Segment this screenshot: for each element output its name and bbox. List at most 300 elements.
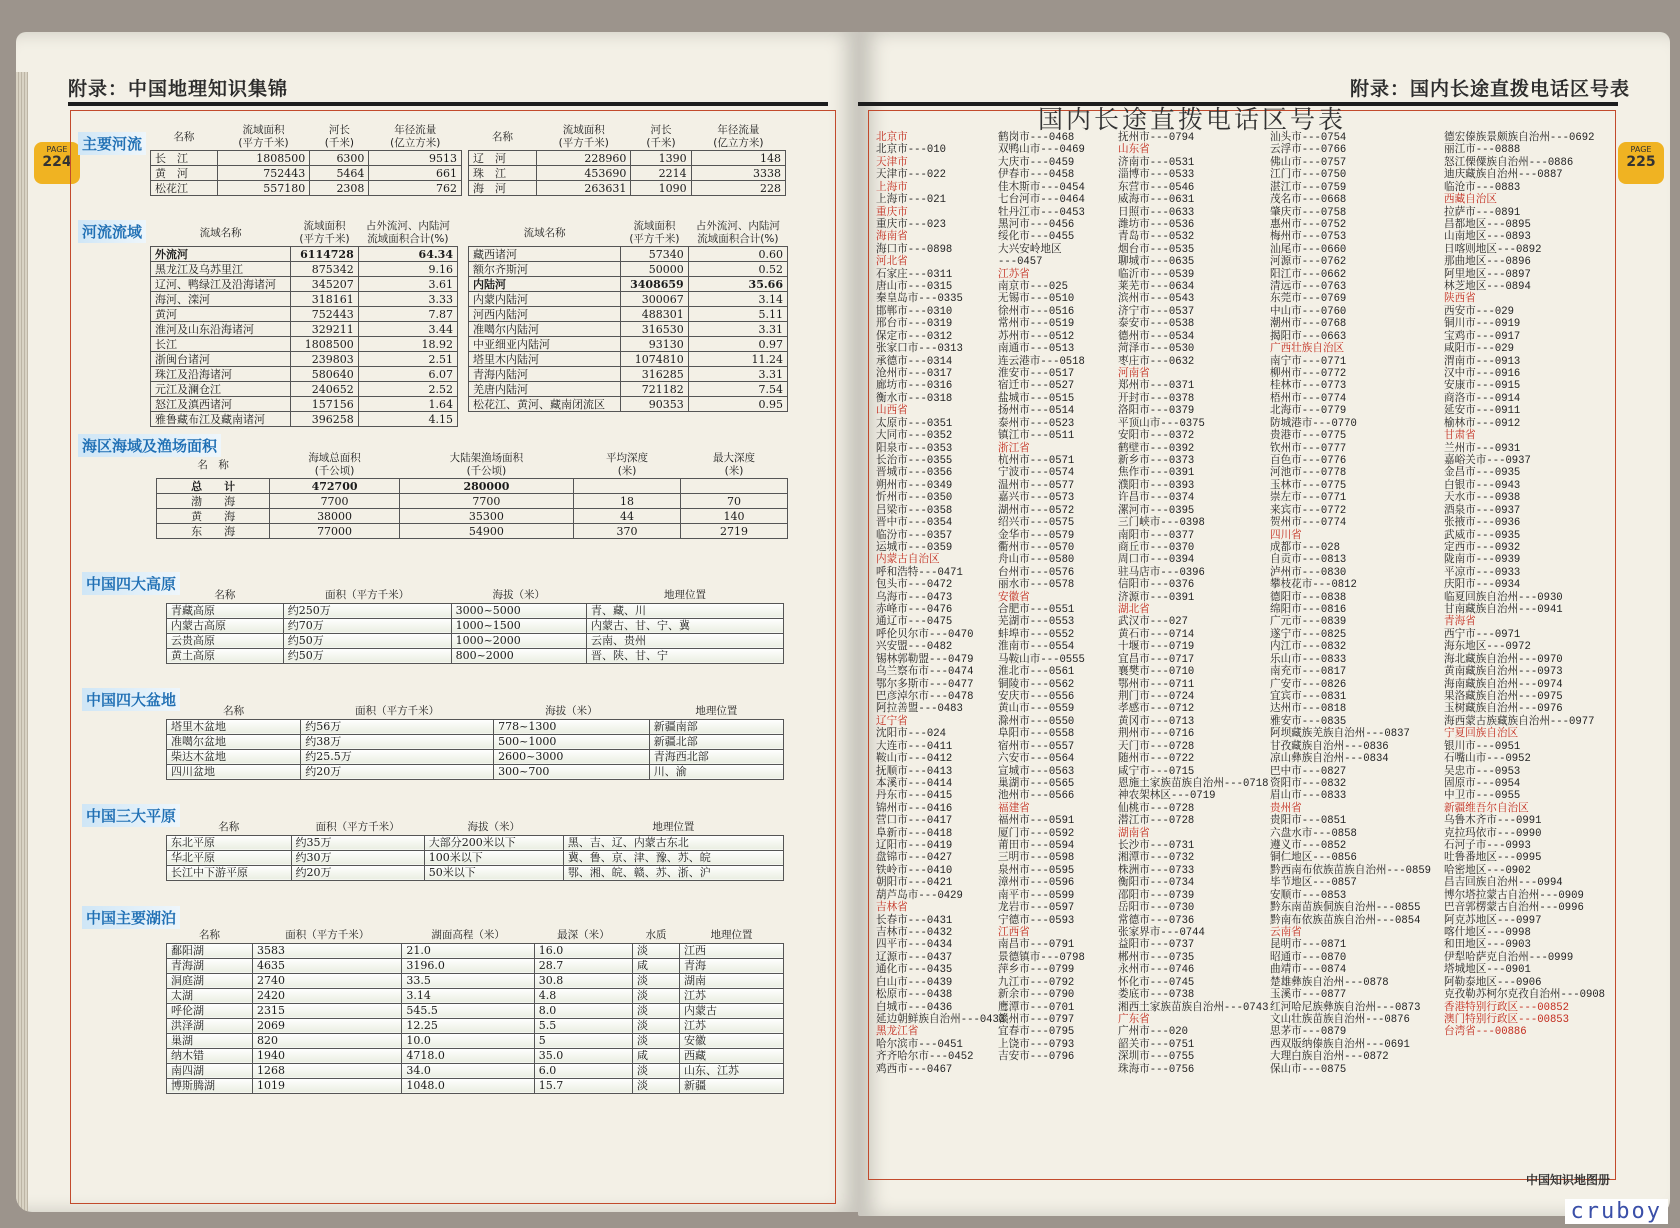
area-code-entry: 雅安市---0835 (1270, 715, 1347, 728)
table-cell: 新疆 (680, 1078, 784, 1093)
area-code-entry: 楚雄彝族自治州---0878 (1270, 976, 1389, 989)
table-row (469, 247, 788, 262)
area-code-entry: 嘉兴市---0573 (998, 492, 1075, 505)
area-code-entry: 芜湖市---0553 (998, 616, 1075, 629)
table-cell: 浙闽台诸河 (151, 352, 291, 367)
table-cell: 长江中下游平原 (167, 865, 292, 880)
area-code-entry: 莆田市---0594 (998, 840, 1075, 853)
table-row (469, 367, 788, 382)
table-cell: 90353 (621, 397, 689, 412)
rivers-table-b (468, 124, 786, 196)
area-code-entry: 张掖市---0936 (1444, 517, 1521, 530)
area-code-entry: 喀什地区---0998 (1444, 927, 1531, 939)
column-header: 海拔（米） (424, 820, 563, 835)
table-cell: 约35万 (291, 835, 424, 850)
area-code-entry: 新余市---0790 (998, 989, 1075, 1002)
table-cell: 721182 (621, 382, 689, 397)
table-row (469, 322, 788, 337)
area-code-entry: 邢台市---0319 (876, 318, 953, 331)
column-header: 年径流量 (亿立方米) (369, 124, 462, 151)
area-code-entry: 石家庄---0311 (876, 268, 953, 281)
area-code-entry: 和田地区---0903 (1444, 939, 1531, 952)
table-cell: 316285 (621, 367, 689, 382)
area-code-entry: 汉中市---0916 (1444, 368, 1521, 381)
area-code-entry: 海东地区---0972 (1444, 641, 1531, 654)
area-code-entry: 梧州市---0774 (1270, 392, 1347, 405)
area-code-entry: 忻州市---0350 (876, 492, 953, 505)
section-title-lakes: 中国主要湖泊 (82, 906, 180, 929)
table-cell: 塔里木盆地 (167, 719, 301, 734)
area-code-entry: 哈密地区---0902 (1444, 864, 1531, 877)
column-header: 水质 (632, 928, 679, 943)
area-code-entry: 湘潭市---0732 (1118, 852, 1195, 865)
table-cell: 2740 (253, 973, 402, 988)
table-cell: 6300 (310, 151, 369, 166)
province-heading: 湖北省 (1118, 604, 1150, 617)
area-code-entry: 保山市---0875 (1270, 1063, 1347, 1076)
area-code-entry: 曲靖市---0874 (1270, 964, 1347, 977)
area-code-entry: 天门市---0728 (1118, 740, 1195, 753)
province-heading: 新疆维吾尔自治区 (1444, 802, 1529, 815)
area-code-entry: 汕尾市---0660 (1270, 243, 1347, 256)
area-code-entry: 山南地区---0893 (1444, 231, 1531, 244)
table-row (167, 835, 784, 850)
table-cell: 140 (681, 509, 788, 524)
table-row (167, 618, 784, 633)
area-code-entry: 黑河市---0456 (998, 218, 1075, 231)
table-row (151, 166, 462, 181)
table-cell: 呼伦湖 (167, 1003, 253, 1018)
table-cell: 3338 (691, 166, 785, 181)
area-code-entry: 本溪市---0414 (876, 777, 953, 790)
area-code-entry: 承德市---0314 (876, 355, 953, 368)
table-cell: 2315 (253, 1003, 402, 1018)
area-code-entry: 大理白族自治州---0872 (1270, 1051, 1389, 1064)
table-row (151, 307, 458, 322)
table-cell: 18.92 (358, 337, 457, 352)
table-cell: 约50万 (283, 648, 451, 663)
table-cell: 820 (253, 1033, 402, 1048)
area-code-entry: 宜春市---0795 (998, 1026, 1075, 1039)
table-row (157, 524, 788, 539)
table-cell: 10.0 (402, 1033, 534, 1048)
section-title-plains: 中国三大平原 (82, 804, 180, 827)
area-code-entry: 朝阳市---0421 (876, 877, 953, 890)
area-code-entry: 常德市---0736 (1118, 914, 1195, 927)
area-code-entry: 怀化市---0745 (1118, 976, 1195, 989)
table-cell: 3.31 (688, 322, 787, 337)
area-code-entry: 信阳市---0376 (1118, 579, 1195, 592)
area-code-entry: 梅州市---0753 (1270, 231, 1347, 244)
table-cell: 762 (369, 181, 462, 196)
table-cell: 新疆北部 (649, 734, 783, 749)
area-code-entry: 广安市---0826 (1270, 678, 1347, 691)
area-code-entry: 菏泽市---0530 (1118, 343, 1195, 356)
area-code-entry: 双鸭山市---0469 (998, 144, 1085, 157)
area-code-entry: 南宁市---0771 (1270, 355, 1347, 368)
table-cell: 5.5 (534, 1018, 632, 1033)
plains-table (166, 820, 784, 881)
area-code-entry: 益阳市---0737 (1118, 939, 1195, 952)
table-cell: 3196.0 (402, 958, 534, 973)
column-header: 河长 (千米) (631, 124, 691, 151)
area-code-entry: 常州市---0519 (998, 318, 1075, 331)
column-header: 地理位置 (649, 704, 783, 719)
area-code-entry: 盘锦市---0427 (876, 852, 953, 865)
table-cell: 472700 (270, 479, 399, 494)
table-cell: 约38万 (301, 734, 494, 749)
province-heading: 上海市 (876, 181, 908, 194)
area-code-entry: 铜仁地区---0856 (1270, 852, 1357, 865)
table-cell: 1074810 (621, 352, 689, 367)
table-row (151, 412, 458, 427)
area-code-entry: 临沧市---0883 (1444, 181, 1521, 194)
area-code-entry: 马鞍山市---0555 (998, 653, 1085, 666)
column-header: 占外流河、内陆河 流域面积合计(%) (688, 220, 787, 247)
area-code-entry: 青岛市---0532 (1118, 231, 1195, 244)
table-cell: 240652 (291, 382, 359, 397)
area-code-entry: 德宏傣族景颇族自治州---0692 (1444, 132, 1595, 144)
area-code-entry: 宁波市---0574 (998, 467, 1075, 480)
table-cell: 松花江、黄河、藏南闭流区 (469, 397, 621, 412)
area-code-entry: 池州市---0566 (998, 790, 1075, 803)
area-code-entry: 酒泉市---0937 (1444, 504, 1521, 517)
area-code-entry: 淄博市---0533 (1118, 169, 1195, 182)
table-row (167, 850, 784, 865)
table-cell: 松花江 (151, 181, 218, 196)
table-cell: 2600~3000 (494, 749, 650, 764)
table-row (151, 181, 462, 196)
province-heading: 辽宁省 (876, 715, 908, 728)
area-code-entry: 汕头市---0754 (1270, 132, 1347, 144)
area-code-column-4 (1270, 132, 1431, 1076)
column-header: 海拔（米） (451, 588, 586, 603)
area-code-entry: 神农架林区---0719 (1118, 790, 1216, 803)
area-code-entry: 东莞市---0769 (1270, 293, 1347, 306)
area-code-entry: 吕梁市---0358 (876, 504, 953, 517)
area-code-entry: 焦作市---0391 (1118, 467, 1195, 480)
province-heading: 内蒙古自治区 (876, 554, 940, 567)
area-code-entry: 阿坝藏族羌族自治州---0837 (1270, 728, 1410, 741)
area-code-entry: 赤峰市---0476 (876, 604, 953, 617)
area-code-entry: 伊犁哈萨克自治州---0999 (1444, 951, 1574, 964)
rivers-table-a (150, 124, 462, 196)
table-cell: 6114728 (291, 247, 359, 262)
area-code-entry: 济源市---0391 (1118, 591, 1195, 604)
section-title-plateaus: 中国四大高原 (82, 572, 180, 595)
column-header: 名称 (167, 928, 253, 943)
area-code-entry: 南通市---0513 (998, 343, 1075, 356)
table-cell: 晋、陕、甘、宁 (586, 648, 783, 663)
area-code-entry: 桂林市---0773 (1270, 380, 1347, 393)
table-row (151, 367, 458, 382)
area-code-entry: 阿克苏地区---0997 (1444, 914, 1542, 927)
area-code-entry: 德阳市---0838 (1270, 591, 1347, 604)
province-heading: 北京市 (876, 132, 908, 144)
area-code-entry: 临汾市---0357 (876, 529, 953, 542)
area-code-entry: 白山市---0439 (876, 976, 953, 989)
province-heading: 山东省 (1118, 144, 1150, 157)
area-code-entry: 齐齐哈尔市---0452 (876, 1051, 974, 1064)
column-header: 最深（米） (534, 928, 632, 943)
table-cell: 33.5 (402, 973, 534, 988)
table-cell: 巢湖 (167, 1033, 253, 1048)
table-cell: 1000~2000 (451, 633, 586, 648)
table-cell: 70 (681, 494, 788, 509)
page-tab (1618, 142, 1664, 184)
area-code-entry: 鄂尔多斯市---0477 (876, 678, 974, 691)
area-code-entry: 德州市---0534 (1118, 330, 1195, 343)
province-heading: 宁夏回族自治区 (1444, 728, 1519, 741)
area-code-entry: 泰州市---0523 (998, 417, 1075, 430)
table-cell: 准噶尔内陆河 (469, 322, 621, 337)
area-code-entry: 红河哈尼族彝族自治州---0873 (1270, 1001, 1421, 1014)
area-code-column-3 (1118, 132, 1268, 1076)
area-code-entry: 成都市---028 (1270, 541, 1340, 554)
table-cell: 华北平原 (167, 850, 292, 865)
area-code-entry: 北海市---0779 (1270, 405, 1347, 418)
province-heading: 重庆市 (876, 206, 908, 219)
table-cell: 30.8 (534, 973, 632, 988)
area-code-entry: 武汉市---027 (1118, 616, 1188, 629)
table-cell: 3000~5000 (451, 603, 586, 618)
table-row (167, 973, 784, 988)
area-code-entry: 厦门市---0592 (998, 827, 1075, 840)
table-cell: 冀、鲁、京、津、豫、苏、皖 (563, 850, 783, 865)
column-header: 地理位置 (586, 588, 783, 603)
area-code-entry: 安庆市---0556 (998, 690, 1075, 703)
table-cell: 4.8 (534, 988, 632, 1003)
province-heading: 海南省 (876, 231, 908, 244)
area-code-entry: 衢州市---0570 (998, 541, 1075, 554)
table-cell: 青海 (680, 958, 784, 973)
area-code-entry: 陇南市---0939 (1444, 554, 1521, 567)
area-code-entry: 博尔塔拉蒙古自治州---0909 (1444, 889, 1584, 902)
table-cell: 1048.0 (402, 1078, 534, 1093)
area-code-entry: 丽江市---0888 (1444, 144, 1521, 157)
table-cell: 1808500 (217, 151, 310, 166)
area-code-entry: 运城市---0359 (876, 541, 953, 554)
area-code-entry: 平凉市---0933 (1444, 566, 1521, 579)
table-cell: 江苏 (680, 988, 784, 1003)
area-code-entry: 荆州市---0716 (1118, 728, 1195, 741)
book-title-footer: 中国知识地图册 (1525, 1173, 1610, 1187)
area-code-entry: 石嘴山市---0952 (1444, 753, 1531, 766)
area-code-entry: 宿州市---0557 (998, 740, 1075, 753)
area-code-entry: 无锡市---0510 (998, 293, 1075, 306)
area-code-entry: 百色市---0776 (1270, 454, 1347, 467)
table-cell: 263631 (537, 181, 631, 196)
table-cell: 35.0 (534, 1048, 632, 1063)
table-row (167, 1063, 784, 1078)
area-code-entry: 辽阳市---0419 (876, 840, 953, 853)
table-cell: 44 (574, 509, 681, 524)
area-code-entry: 衡阳市---0734 (1118, 877, 1195, 890)
area-code-entry: 重庆市---023 (876, 218, 946, 231)
area-code-entry: 荆门市---0724 (1118, 690, 1195, 703)
table-row (469, 262, 788, 277)
table-cell: 50000 (621, 262, 689, 277)
area-code-entry: 咸宁市---0715 (1118, 765, 1195, 778)
table-cell: 7700 (270, 494, 399, 509)
province-heading: 山西省 (876, 405, 908, 418)
area-code-entry: 吴忠市---0953 (1444, 765, 1521, 778)
area-code-entry: 黄石市---0714 (1118, 628, 1195, 641)
area-code-entry: 抚顺市---0413 (876, 765, 953, 778)
area-code-entry: 金华市---0579 (998, 529, 1075, 542)
table-cell: 100米以下 (424, 850, 563, 865)
table-row (151, 382, 458, 397)
area-code-entry: 白银市---0943 (1444, 479, 1521, 492)
area-code-entry: 柳州市---0772 (1270, 368, 1347, 381)
area-code-title: 国内长途直拨电话区号表 (1038, 105, 1347, 134)
province-heading: 云南省 (1270, 927, 1302, 939)
province-heading: 江苏省 (998, 268, 1030, 281)
table-cell: 800~2000 (451, 648, 586, 663)
area-code-entry: 通辽市---0475 (876, 616, 953, 629)
table-cell: 5.11 (688, 307, 787, 322)
table-cell: 2719 (681, 524, 788, 539)
area-code-entry: 龙岩市---0597 (998, 902, 1075, 915)
table-cell: 1268 (253, 1063, 402, 1078)
area-code-entry: 中卫市---0955 (1444, 790, 1521, 803)
area-code-entry: 河池市---0778 (1270, 467, 1347, 480)
area-code-entry: 石河子市---0993 (1444, 840, 1531, 853)
table-cell: 青海湖 (167, 958, 253, 973)
table-cell: 6.0 (534, 1063, 632, 1078)
area-code-entry: 巴中市---0827 (1270, 765, 1347, 778)
area-code-entry: 大兴安岭地区 (998, 243, 1062, 256)
table-cell: 青、藏、川 (586, 603, 783, 618)
area-code-entry: 宿迁市---0527 (998, 380, 1075, 393)
table-cell: 0.52 (688, 262, 787, 277)
area-code-entry: 平顶山市---0375 (1118, 417, 1205, 430)
province-heading: 安徽省 (998, 591, 1030, 604)
area-code-entry: ---0457 (998, 256, 1043, 269)
table-row (469, 307, 788, 322)
area-code-entry: 潍坊市---0536 (1118, 218, 1195, 231)
table-cell: 淡 (632, 943, 679, 958)
table-cell: 300067 (621, 292, 689, 307)
table-cell: 柴达木盆地 (167, 749, 301, 764)
table-cell: 江苏 (680, 1018, 784, 1033)
table-cell: 4718.0 (402, 1048, 534, 1063)
basins-table-a (150, 220, 458, 427)
area-code-entry: 茂名市---0668 (1270, 194, 1347, 207)
column-header: 名 称 (157, 452, 270, 479)
area-code-entry: 内江市---0832 (1270, 641, 1347, 654)
column-header: 流域名称 (151, 220, 291, 247)
area-code-entry: 莱芜市---0634 (1118, 281, 1195, 294)
area-code-entry: 杭州市---0571 (998, 454, 1075, 467)
table-cell: 长 江 (151, 151, 218, 166)
lakes-table (166, 928, 784, 1094)
table-cell: 1808500 (291, 337, 359, 352)
province-heading: 青海省 (1444, 616, 1476, 629)
area-code-entry: 郑州市---0371 (1118, 380, 1195, 393)
province-heading: 福建省 (998, 802, 1030, 815)
area-code-entry: 宁德市---0593 (998, 914, 1075, 927)
table-cell: 2.51 (358, 352, 457, 367)
table-cell: 54900 (399, 524, 573, 539)
table-cell: 淡 (632, 988, 679, 1003)
area-code-entry: 玉树藏族自治州---0976 (1444, 703, 1563, 716)
table-cell: 中亚细亚内陆河 (469, 337, 621, 352)
area-code-entry: 晋城市---0356 (876, 467, 953, 480)
table-row (469, 277, 788, 292)
table-row (151, 292, 458, 307)
table-cell: 1090 (631, 181, 691, 196)
area-code-entry: 泸州市---0830 (1270, 566, 1347, 579)
area-code-entry: 扬州市---0514 (998, 405, 1075, 418)
table-cell: 280000 (399, 479, 573, 494)
area-code-entry: 鹤壁市---0392 (1118, 442, 1195, 455)
table-row (469, 166, 786, 181)
area-code-entry: 黄山市---0559 (998, 703, 1075, 716)
table-cell: 3.14 (402, 988, 534, 1003)
table-cell: 黄 河 (151, 166, 218, 181)
province-heading: 贵州省 (1270, 802, 1302, 815)
column-header: 平均深度 (米) (574, 452, 681, 479)
area-code-entry: 萍乡市---0799 (998, 964, 1075, 977)
area-code-entry: 克拉玛依市---0990 (1444, 827, 1542, 840)
area-code-entry: 镇江市---0511 (998, 430, 1075, 443)
area-code-entry: 鹤岗市---0468 (998, 132, 1075, 144)
area-code-entry: 淮南市---0554 (998, 641, 1075, 654)
area-code-entry: 济宁市---0537 (1118, 305, 1195, 318)
table-row (151, 352, 458, 367)
column-header: 面积（平方千米） (301, 704, 494, 719)
basins-table-b (468, 220, 788, 412)
area-code-entry: 来宾市---0772 (1270, 504, 1347, 517)
area-code-entry: 开封市---0378 (1118, 392, 1195, 405)
area-code-entry: 乐山市---0833 (1270, 653, 1347, 666)
area-code-entry: 淮安市---0517 (998, 368, 1075, 381)
table-cell: 塔里木内陆河 (469, 352, 621, 367)
area-code-entry: 岳阳市---0730 (1118, 902, 1195, 915)
table-row (167, 1078, 784, 1093)
table-cell: 羌唐内陆河 (469, 382, 621, 397)
table-row (157, 479, 788, 494)
area-code-entry: 玉溪市---0877 (1270, 989, 1347, 1002)
table-row (151, 397, 458, 412)
column-header: 占外流河、内陆河 流域面积合计(%) (358, 220, 457, 247)
province-heading: 广东省 (1118, 1013, 1150, 1026)
area-code-entry: 崇左市---0771 (1270, 492, 1347, 505)
area-code-entry: 长沙市---0731 (1118, 840, 1195, 853)
table-cell: 淡 (632, 1033, 679, 1048)
table-cell: 内蒙古、甘、宁、冀 (586, 618, 783, 633)
province-heading: 吉林省 (876, 902, 908, 915)
table-cell: 2.52 (358, 382, 457, 397)
table-cell: 35300 (399, 509, 573, 524)
province-heading: 台湾省---00886 (1444, 1026, 1527, 1039)
area-code-entry: 商丘市---0370 (1118, 541, 1195, 554)
page-number: 225 (1626, 154, 1656, 170)
area-code-entry: 黔东南苗族侗族自治州---0855 (1270, 902, 1421, 915)
table-cell: 云贵高原 (167, 633, 284, 648)
area-code-entry: 毕节地区---0857 (1270, 877, 1357, 890)
area-code-entry: 贵港市---0775 (1270, 430, 1347, 443)
section-title-basins: 河流流域 (78, 220, 146, 243)
area-code-entry: 果洛藏族自治州---0975 (1444, 690, 1563, 703)
area-code-entry: 鄂州市---0711 (1118, 678, 1195, 691)
table-cell: 西藏 (680, 1048, 784, 1063)
table-cell: 7.54 (688, 382, 787, 397)
area-code-entry: 温州市---0577 (998, 479, 1075, 492)
table-cell: 661 (369, 166, 462, 181)
table-cell: 海河、滦河 (151, 292, 291, 307)
